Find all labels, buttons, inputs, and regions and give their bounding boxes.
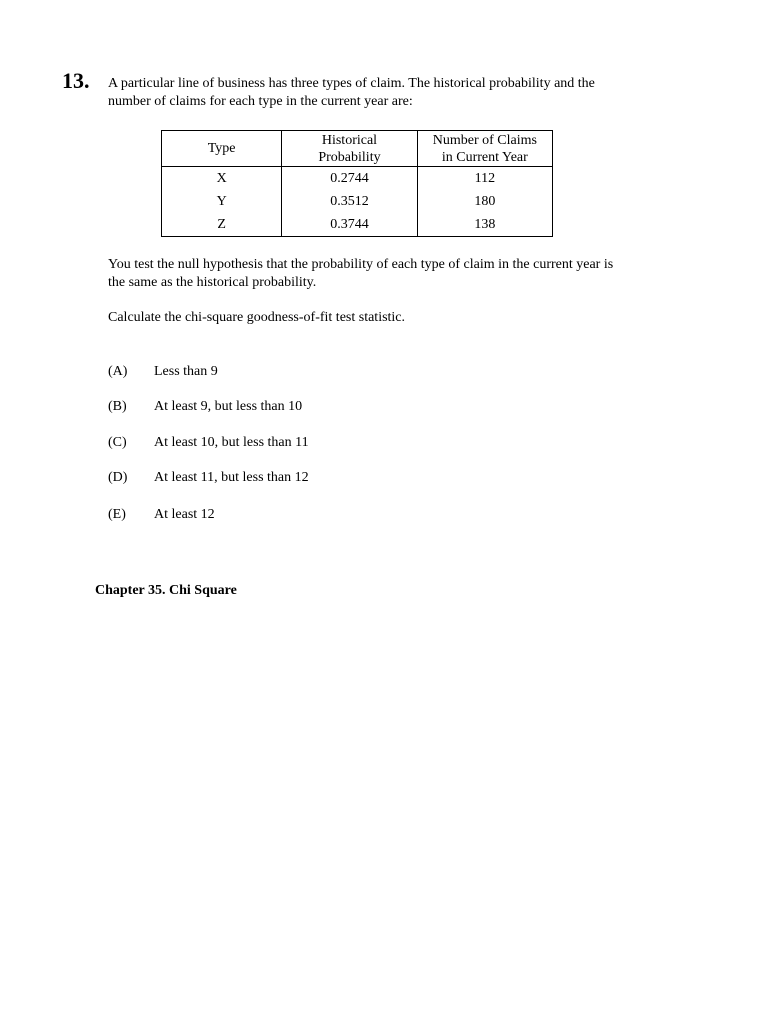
- choice-text: At least 9, but less than 10: [154, 399, 303, 414]
- cell-type: Y: [162, 190, 282, 213]
- paragraph-line: You test the null hypothesis that the probability of each type of claim in the current year is: [108, 257, 614, 272]
- cell-probability: 0.3744: [282, 213, 417, 237]
- question-stem-line: number of claims for each type in the current year are:: [108, 94, 413, 109]
- choice-letter: (A): [108, 364, 128, 379]
- choice-letter: (D): [108, 470, 128, 485]
- header-historical-probability: [282, 131, 417, 167]
- header-type-label: Type: [207, 141, 236, 156]
- header-number-of-claims: [417, 131, 552, 167]
- instruction-paragraph: Calculate the chi-square goodness-of-fit test statistic.: [108, 310, 406, 325]
- table-row: [162, 190, 553, 213]
- question-stem: [108, 75, 668, 111]
- choice-letter: (C): [108, 435, 127, 450]
- paragraph-line: the same as the historical probability.: [108, 275, 317, 290]
- header-label-line: Probability: [318, 149, 381, 165]
- choice-text: Less than 9: [154, 364, 218, 379]
- header-label-line: Historical: [321, 132, 378, 148]
- claims-table: [161, 130, 553, 237]
- answer-choice-a: [108, 363, 218, 381]
- cell-claims: 112: [417, 167, 552, 191]
- choice-text: At least 10, but less than 11: [154, 435, 309, 450]
- answer-choice-c: [108, 434, 309, 452]
- question-number: 13.: [62, 68, 90, 93]
- table-row: [162, 167, 553, 191]
- table-row: [162, 213, 553, 237]
- choice-letter: (B): [108, 399, 127, 414]
- cell-claims: 138: [417, 213, 552, 237]
- answer-choice-d: [108, 469, 309, 487]
- cell-type: Z: [162, 213, 282, 237]
- table-header-row: [162, 131, 553, 167]
- question-stem-line: A particular line of business has three types of claim. The historical probability and the: [108, 76, 595, 91]
- cell-claims: 180: [417, 190, 552, 213]
- header-label-line: Number of Claims: [432, 132, 537, 148]
- header-type: [162, 131, 282, 167]
- cell-probability: 0.3512: [282, 190, 417, 213]
- cell-type: X: [162, 167, 282, 191]
- choice-text: At least 11, but less than 12: [154, 470, 309, 485]
- choice-text: At least 12: [154, 507, 215, 522]
- answer-choice-e: [108, 506, 215, 524]
- chapter-heading: Chapter 35. Chi Square: [95, 583, 237, 598]
- hypothesis-paragraph: [108, 256, 668, 292]
- header-label-line: in Current Year: [441, 149, 528, 165]
- cell-probability: 0.2744: [282, 167, 417, 191]
- answer-choice-b: [108, 398, 302, 416]
- choice-letter: (E): [108, 507, 126, 522]
